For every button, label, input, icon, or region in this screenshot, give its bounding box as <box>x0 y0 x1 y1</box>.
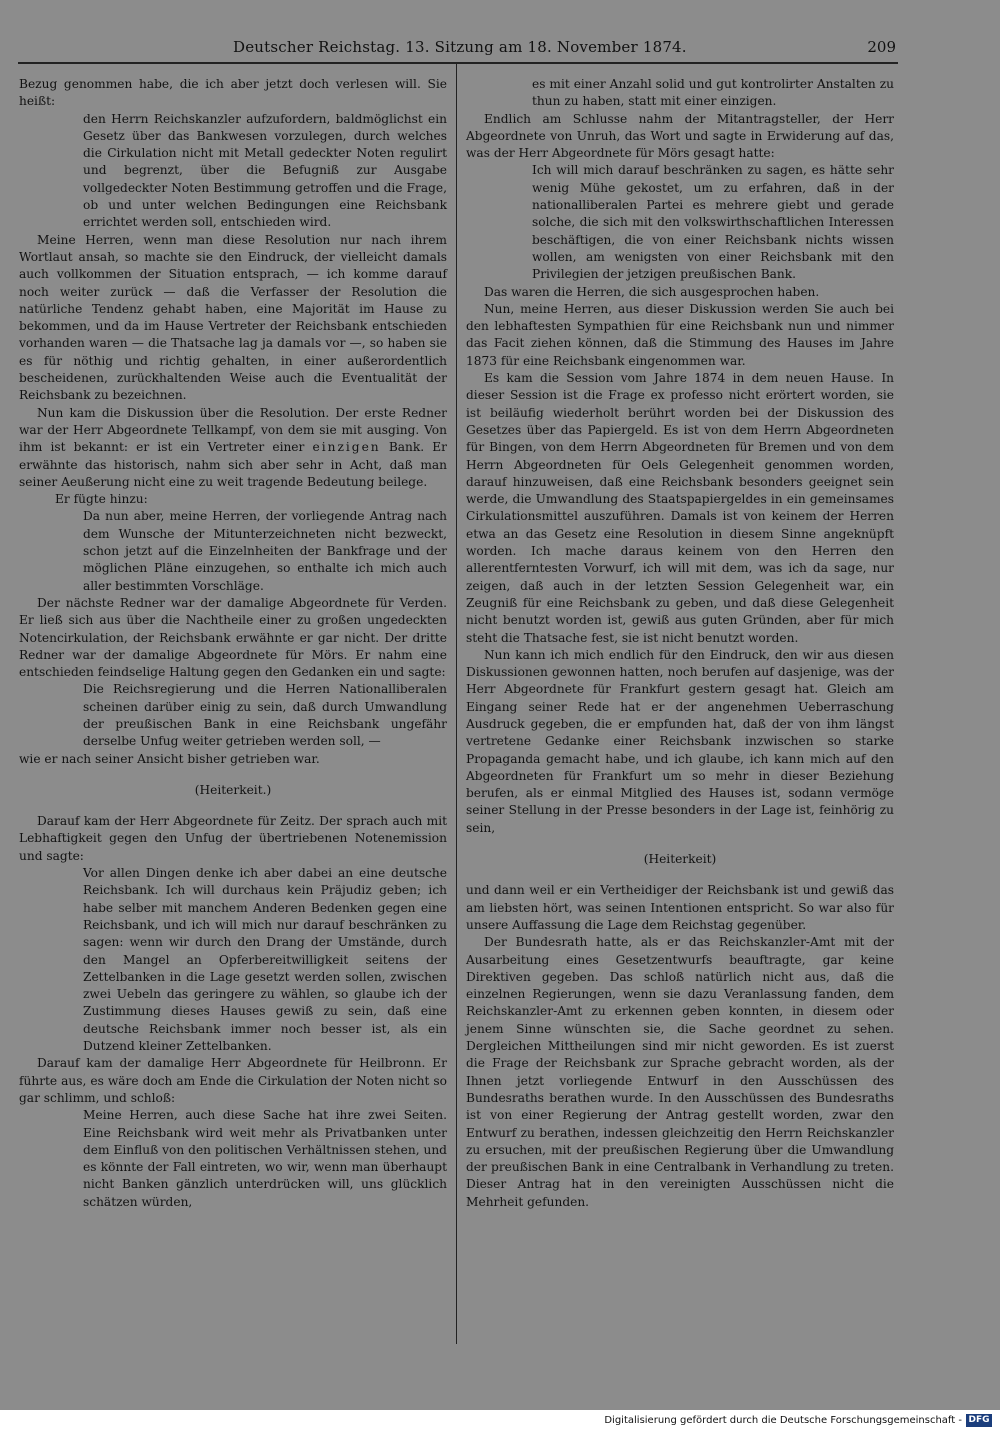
funding-credit: Digitalisierung gefördert durch die Deutsche Forschungsgemeinschaft - <box>604 1415 962 1426</box>
quote-block: Da nun aber, meine Herren, der vorliegende Antrag nach dem Wunsche der Mitunterzeichneten nicht bezweckt, schon jetzt auf die Einzelnheiten der Bankfrage und der möglichen Pläne einzugehen, so enthalte ich mich auch aller bestimmten Vorschläge. <box>83 509 447 593</box>
dfg-logo: DFG <box>966 1414 992 1427</box>
quote-block: Meine Herren, auch diese Sache hat ihre zwei Seiten. Eine Reichsbank wird weit mehr als Privatbanken unter dem Einfluß von den politischen Verhältnissen stehen, und es könnte der Fall eintreten, wo wir, wenn man überhaupt nicht Banken gänzlich unterdrücken will, uns glücklich schätzen würden, <box>83 1108 447 1209</box>
paragraph: Darauf kam der Herr Abgeordnete für Zeitz. Der sprach auch mit Lebhaftigkeit gegen den Unfug der übertriebenen Notenemission und sagte: <box>19 814 447 863</box>
quote-block: Ich will mich darauf beschränken zu sagen, es hätte sehr wenig Mühe gekostet, um zu erfahren, daß in der nationalliberalen Partei es mehrere giebt und gerade solche, die sich mit den volkswirthschaftlichen Interessen beschäftigen, die von einer Reichsbank nichts wissen wollen, am wenigsten von einer Reichsbank mit den Privilegien der jetzigen preußischen Bank. <box>532 163 894 282</box>
footer <box>0 1410 1000 1432</box>
column-divider <box>456 64 457 1344</box>
quote-block: Die Reichsregierung und die Herren Nationalliberalen scheinen darüber einig zu sein, daß durch Umwandlung der preußischen Bank in eine Reichsbank ungefähr derselbe Unfug weiter getrieben werden soll, — <box>83 682 447 749</box>
page-header <box>18 36 896 58</box>
paragraph: Das waren die Herren, die sich ausgesprochen haben. <box>484 284 820 299</box>
paragraph: wie er nach seiner Ansicht bisher getrieben war. <box>19 751 320 766</box>
paragraph: Der nächste Redner war der damalige Abgeordnete für Verden. Er ließ sich aus über die Nachtheile einer zu großen ungedeckten Notencirkulation, der Reichsbank erwähnte er gar nicht. Der dritte Redner war der damalige Abgeordnete für Mörs. Er nahm eine entschieden feindselige Haltung gegen den Gedanken ein und sagte: <box>19 595 447 680</box>
page-number: 209 <box>867 38 896 56</box>
paragraph: Nun kann ich mich endlich für den Eindruck, den wir aus diesen Diskussionen gewonnen hatten, noch berufen auf dasjenige, was der Herr Abgeordnete für Frankfurt gestern gesagt hat. Gleich am Eingang seiner Rede hat er der angenehmen Ueberraschung Ausdruck gegeben, die er empfunden hat, daß der von ihm längst vertretene Gedanke einer Reichsbank inzwischen so starke Propaganda gemacht habe, und ich glaube, ich kann mich auf den Abgeordneten für Frankfurt um so mehr in dieser Beziehung berufen, als er einmal Mitglied des Hauses ist, sodann vermöge seiner Stellung in der Presse besonders in der Lage ist, feinhörig zu sein, <box>466 647 894 835</box>
left-column <box>19 76 447 1211</box>
paragraph: Bezug genommen habe, die ich aber jetzt doch verlesen will. Sie heißt: <box>19 77 447 109</box>
text-run: Nun kam die Diskussion über die Resolution. Der erste Redner war der Herr Abgeordnete Tellkampf, von dem sie mit ausging. Von ihm ist bekannt: er ist ein Vertreter einer <box>19 405 447 455</box>
interjection: (Heiterkeit.) <box>194 782 272 797</box>
quote-block: Vor allen Dingen denke ich aber dabei an eine deutsche Reichsbank. Ich will durchaus kein Präjudiz geben; ich habe selber mit manchem Anderen Bedenken gegen eine Reichsbank, und ich will mich nur darauf beschränken zu sagen: wenn wir durch den Drang der Umstände, durch den Mangel an Opferbereitwilligkeit seitens der Zettelbanken in die Lage gesetzt werden sollen, zwischen zwei Uebeln das geringere zu wählen, so glaube ich der Zustimmung dieses Hauses gewiß zu sein, daß eine deutsche Reichsbank immer noch besser ist, als ein Dutzend kleiner Zettelbanken. <box>83 866 447 1054</box>
paragraph <box>19 405 447 491</box>
paragraph: Nun, meine Herren, aus dieser Diskussion werden Sie auch bei den lebhaftesten Sympathien für eine Reichsbank nun und nimmer das Facit ziehen können, daß die Stimmung des Hauses im Jahre 1873 für eine Reichsbank eingenommen war. <box>466 301 894 368</box>
paragraph: Meine Herren, wenn man diese Resolution nur nach ihrem Wortlaut ansah, so machte sie den Eindruck, der vielleicht damals auch vollkommen der Situation entsprach, — ich komme darauf noch weiter zurück — daß die Verfasser der Resolution die natürliche Tendenz gehabt haben, eine Majorität im Hause zu bekommen, und da im Hause Vertreter der Reichsbank entschieden vorhanden waren — die Thatsache lag ja damals vor —, so haben sie es für nöthig und richtig gehalten, in einer außerordentlich bescheidenen, zurückhaltenden Weise auch die Eventualität der Reichsbank zu bezeichnen. <box>19 232 447 403</box>
header-rule <box>18 62 898 64</box>
emphasized-word: einzigen <box>312 440 381 455</box>
running-title: Deutscher Reichstag. 13. Sitzung am 18. November 1874. <box>233 38 687 56</box>
quote-block: es mit einer Anzahl solid und gut kontrolirter Anstalten zu thun zu haben, statt mit einer einzigen. <box>532 77 894 109</box>
quote-block: den Herrn Reichskanzler aufzufordern, baldmöglichst ein Gesetz über das Bankwesen vorzulegen, durch welches die Cirkulation nicht mit Metall gedeckter Noten regulirt und begrenzt, über die Befugniß zur Ausgabe vollgedeckter Noten Bestimmung getroffen und die Frage, ob und unter welchen Bedingungen eine Reichsbank errichtet werden soll, entschieden wird. <box>83 111 447 230</box>
right-column <box>466 76 894 1211</box>
interjection: (Heiterkeit) <box>643 852 717 867</box>
paragraph: Er fügte hinzu: <box>55 492 148 507</box>
paragraph: Darauf kam der damalige Herr Abgeordnete für Heilbronn. Er führte aus, es wäre doch am Ende die Cirkulation der Noten nicht so gar schlimm, und schloß: <box>19 1056 447 1105</box>
paragraph: Endlich am Schlusse nahm der Mitantragsteller, der Herr Abgeordnete von Unruh, das Wort und sagte in Erwiderung auf das, was der Herr Abgeordnete für Mörs gesagt hatte: <box>466 111 894 161</box>
paragraph: Es kam die Session vom Jahre 1874 in dem neuen Hause. In dieser Session ist die Frage ex professo nicht erörtert worden, sie ist beiläufig wiederholt berührt worden bei der Diskussion des Gesetzes über das Papiergeld. Es ist von dem Herrn Abgeordneten für Bingen, von dem Herrn Abgeordneten für Bremen und von dem Herrn Abgeordneten für Oels Gelegenheit genommen worden, darauf hinzuweisen, daß eine Reichsbank besonders geeignet sein werde, die Umwandlung des Staatspapiergeldes in ein gemeinsames Cirkulationsmittel auszuführen. Damals ist von keinem der Herren etwa an das Gesetz eine Resolution in diesem Sinne angeknüpft worden. Ich mache daraus keinem von den Herren den allerentferntesten Vorwurf, ich will mit dem, was ich da sage, nur zeigen, daß auch in der letzten Session Gelegenheit war, ein Zeugniß für eine Reichsbank zu geben, und daß diese Gelegenheit nicht benutzt worden ist, gewiß aus guten Gründen, aber für mich steht die Thatsache fest, sie ist nicht benutzt worden. <box>466 371 894 645</box>
paragraph: und dann weil er ein Vertheidiger der Reichsbank ist und gewiß das am liebsten hört, was seinen Intentionen entspricht. So war also für unsere Auffassung die Lage dem Reichstag gegenüber. <box>466 883 894 932</box>
text-run: Bank. Er erwähnte das historisch, nahm sich aber sehr in Acht, daß man seiner Aeußerung nicht eine zu weit tragende Bedeutung beilege. <box>19 440 448 489</box>
paragraph: Der Bundesrath hatte, als er das Reichskanzler-Amt mit der Ausarbeitung eines Gesetzentwurfs beauftragte, gar keine Direktiven gegeben. Das schloß natürlich nicht aus, daß die einzelnen Regierungen, wenn sie dazu Veranlassung fanden, dem Reichskanzler-Amt zu erkennen geben konnten, in diesem oder jenem Sinne wünschten sie, die Sache geordnet zu sehen. Dergleichen Mittheilungen sind mir nicht geworden. Es ist zuerst die Frage der Reichsbank zur Sprache gebracht worden, als der Ihnen jetzt vorliegende Entwurf in den Ausschüssen des Bundesraths berathen wurde. In den Ausschüssen des Bundesraths ist von einer Regierung der Antrag gestellt worden, zwar den Entwurf zu berathen, indessen gleichzeitig den Herrn Reichskanzler zu ersuchen, mit der preußischen Regierung über die Umwandlung der preußischen Bank in eine Centralbank in Verhandlung zu treten. Dieser Antrag hat in den vereinigten Ausschüssen nicht die Mehrheit gefunden. <box>466 935 894 1209</box>
